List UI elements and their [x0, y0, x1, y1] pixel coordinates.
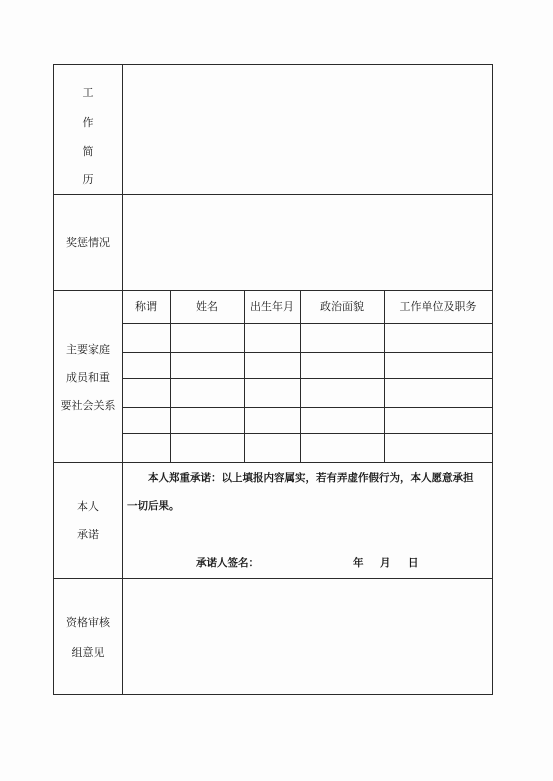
work-history-field[interactable]	[123, 65, 492, 194]
commitment-text-line1: 本人郑重承诺：以上填报内容属实，若有弄虚作假行为，本人愿意承担	[148, 472, 474, 484]
commitment-text-line2: 一切后果。	[127, 500, 180, 512]
family-column-header: 出生年月	[250, 300, 294, 313]
signature-label: 承诺人签名：	[196, 557, 259, 569]
family-row-line	[122, 407, 493, 408]
table-border-right	[492, 64, 493, 695]
family-row-line	[122, 323, 493, 324]
work-history-label-char: 历	[82, 173, 94, 186]
family-label-line: 要社会关系	[60, 399, 116, 412]
family-column-header: 称谓	[135, 300, 157, 313]
family-label-line: 主要家庭	[66, 343, 110, 356]
family-col-line	[384, 290, 385, 463]
commitment-label-line: 本人	[77, 500, 99, 513]
family-column-header: 工作单位及职务	[399, 300, 477, 313]
signature-field[interactable]	[265, 554, 345, 572]
family-row-line	[122, 352, 493, 353]
date-day-label: 日	[408, 557, 419, 569]
section-divider-3	[53, 462, 493, 463]
review-label-line: 组意见	[71, 646, 105, 659]
family-row-line	[122, 378, 493, 379]
section-divider-2	[53, 290, 493, 291]
family-col-line	[300, 290, 301, 463]
family-column-header: 姓名	[196, 300, 218, 313]
work-history-label-char: 简	[82, 145, 94, 158]
date-month-label: 月	[380, 557, 391, 569]
review-field[interactable]	[123, 579, 492, 694]
family-label-line: 成员和重	[66, 371, 110, 384]
commitment-label-line: 承诺	[77, 528, 99, 541]
date-year-label: 年	[353, 557, 364, 569]
table-border-bottom	[53, 694, 493, 695]
work-history-label-char: 作	[82, 116, 94, 129]
family-row-line	[122, 433, 493, 434]
review-label-line: 资格审核	[66, 616, 110, 629]
work-history-label-char: 工	[82, 86, 94, 99]
family-col-line	[170, 290, 171, 463]
rewards-label: 奖惩情况	[66, 236, 110, 249]
table-border-left	[53, 64, 54, 695]
rewards-field[interactable]	[123, 195, 492, 290]
family-col-line	[244, 290, 245, 463]
family-column-header: 政治面貌	[320, 300, 364, 313]
